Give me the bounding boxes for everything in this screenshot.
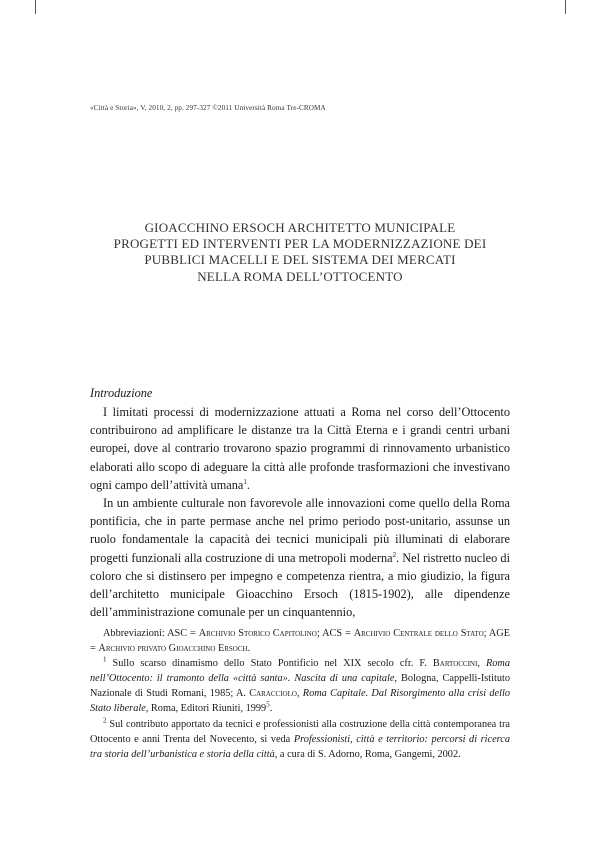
crop-mark-left [35,0,36,14]
running-head: «Città e Storia», V, 2010, 2, pp. 297-327 ©2011 Università Roma Tre-CROMA [90,104,326,112]
title-line: GIOACCHINO ERSOCH ARCHITETTO MUNICIPALE [144,220,456,235]
abbreviations-note: Abbreviazioni: ASC = Archivio Storico Capitolino; ACS = Archivio Centrale dello Stato; AGE = Archivio privato Gioacchino Ersoch. [90,628,510,655]
article-title [90,220,510,285]
crop-mark-right [565,0,566,14]
title-line: PROGETTI ED INTERVENTI PER LA MODERNIZZAZIONE DEI [113,236,487,252]
paragraph: In un ambiente culturale non favorevole alle innovazioni come quello della Roma pontificia, che in parte permase anche nel primo periodo post-unitario, assunse un ruolo fondamentale la capacità dei tecnici municipali più illuminati di elaborare progetti funzionali alla costruzione di una metropoli moderna$^2$. Nel ristretto nucleo di coloro che si distinsero per impegno e competenza rientra, a mio giudizio, la figura dell’architetto municipale Gioacchino Ersoch (1815-1902), alle dipendenze dell’amministrazione comunale per un cinquantennio, [90,496,510,620]
title-line: PUBBLICI MACELLI E DEL SISTEMA DEI MERCATI [144,252,456,268]
footnote-1: $^1$ Sullo scarso dinamismo dello Stato Pontificio nel XIX secolo cfr. F. Bartoccini, Roma nell’Ottocento: il tramonto della «città santa». Nascita di una capitale, Bologna, Cappelli-Istituto Nazionale di Studi Romani, 1985; A. Caracciolo, Roma Capitale. Dal Risorgimento alla crisi dello Stato liberale, Roma, Editori Riuniti, 1999$^5$. [90,655,511,715]
footnote-2: $^2$ Sul contributo apportato da tecnici e professionisti alla costruzione della città contemporanea tra Ottocento e anni Trenta del Novecento, si veda Professionisti, città e territorio: percorsi di ricerca tra storia dell’urbanistica e storia della città, a cura di S. Adorno, Roma, Gangemi, 2002. [90,716,510,760]
paragraph: I limitati processi di modernizzazione attuati a Roma nel corso dell’Ottocento contribuirono ad amplificare le distanze tra la Città Eterna e i grandi centri urbani europei, dove al contrario trovarono spazio programmi di rinnovamento urbanistico elaborati allo scopo di adeguare la città alle profonde trasformazioni che investivano ogni campo dell’attività umana$^1$. [90,405,510,492]
title-line: NELLA ROMA DELL’OTTOCENTO [197,268,403,284]
section-heading: Introduzione [90,386,153,400]
footnote-ref[interactable]: 2 [392,550,397,559]
body-text [90,403,510,621]
footnote-ref[interactable]: 1 [243,477,247,486]
footnotes [90,626,510,762]
